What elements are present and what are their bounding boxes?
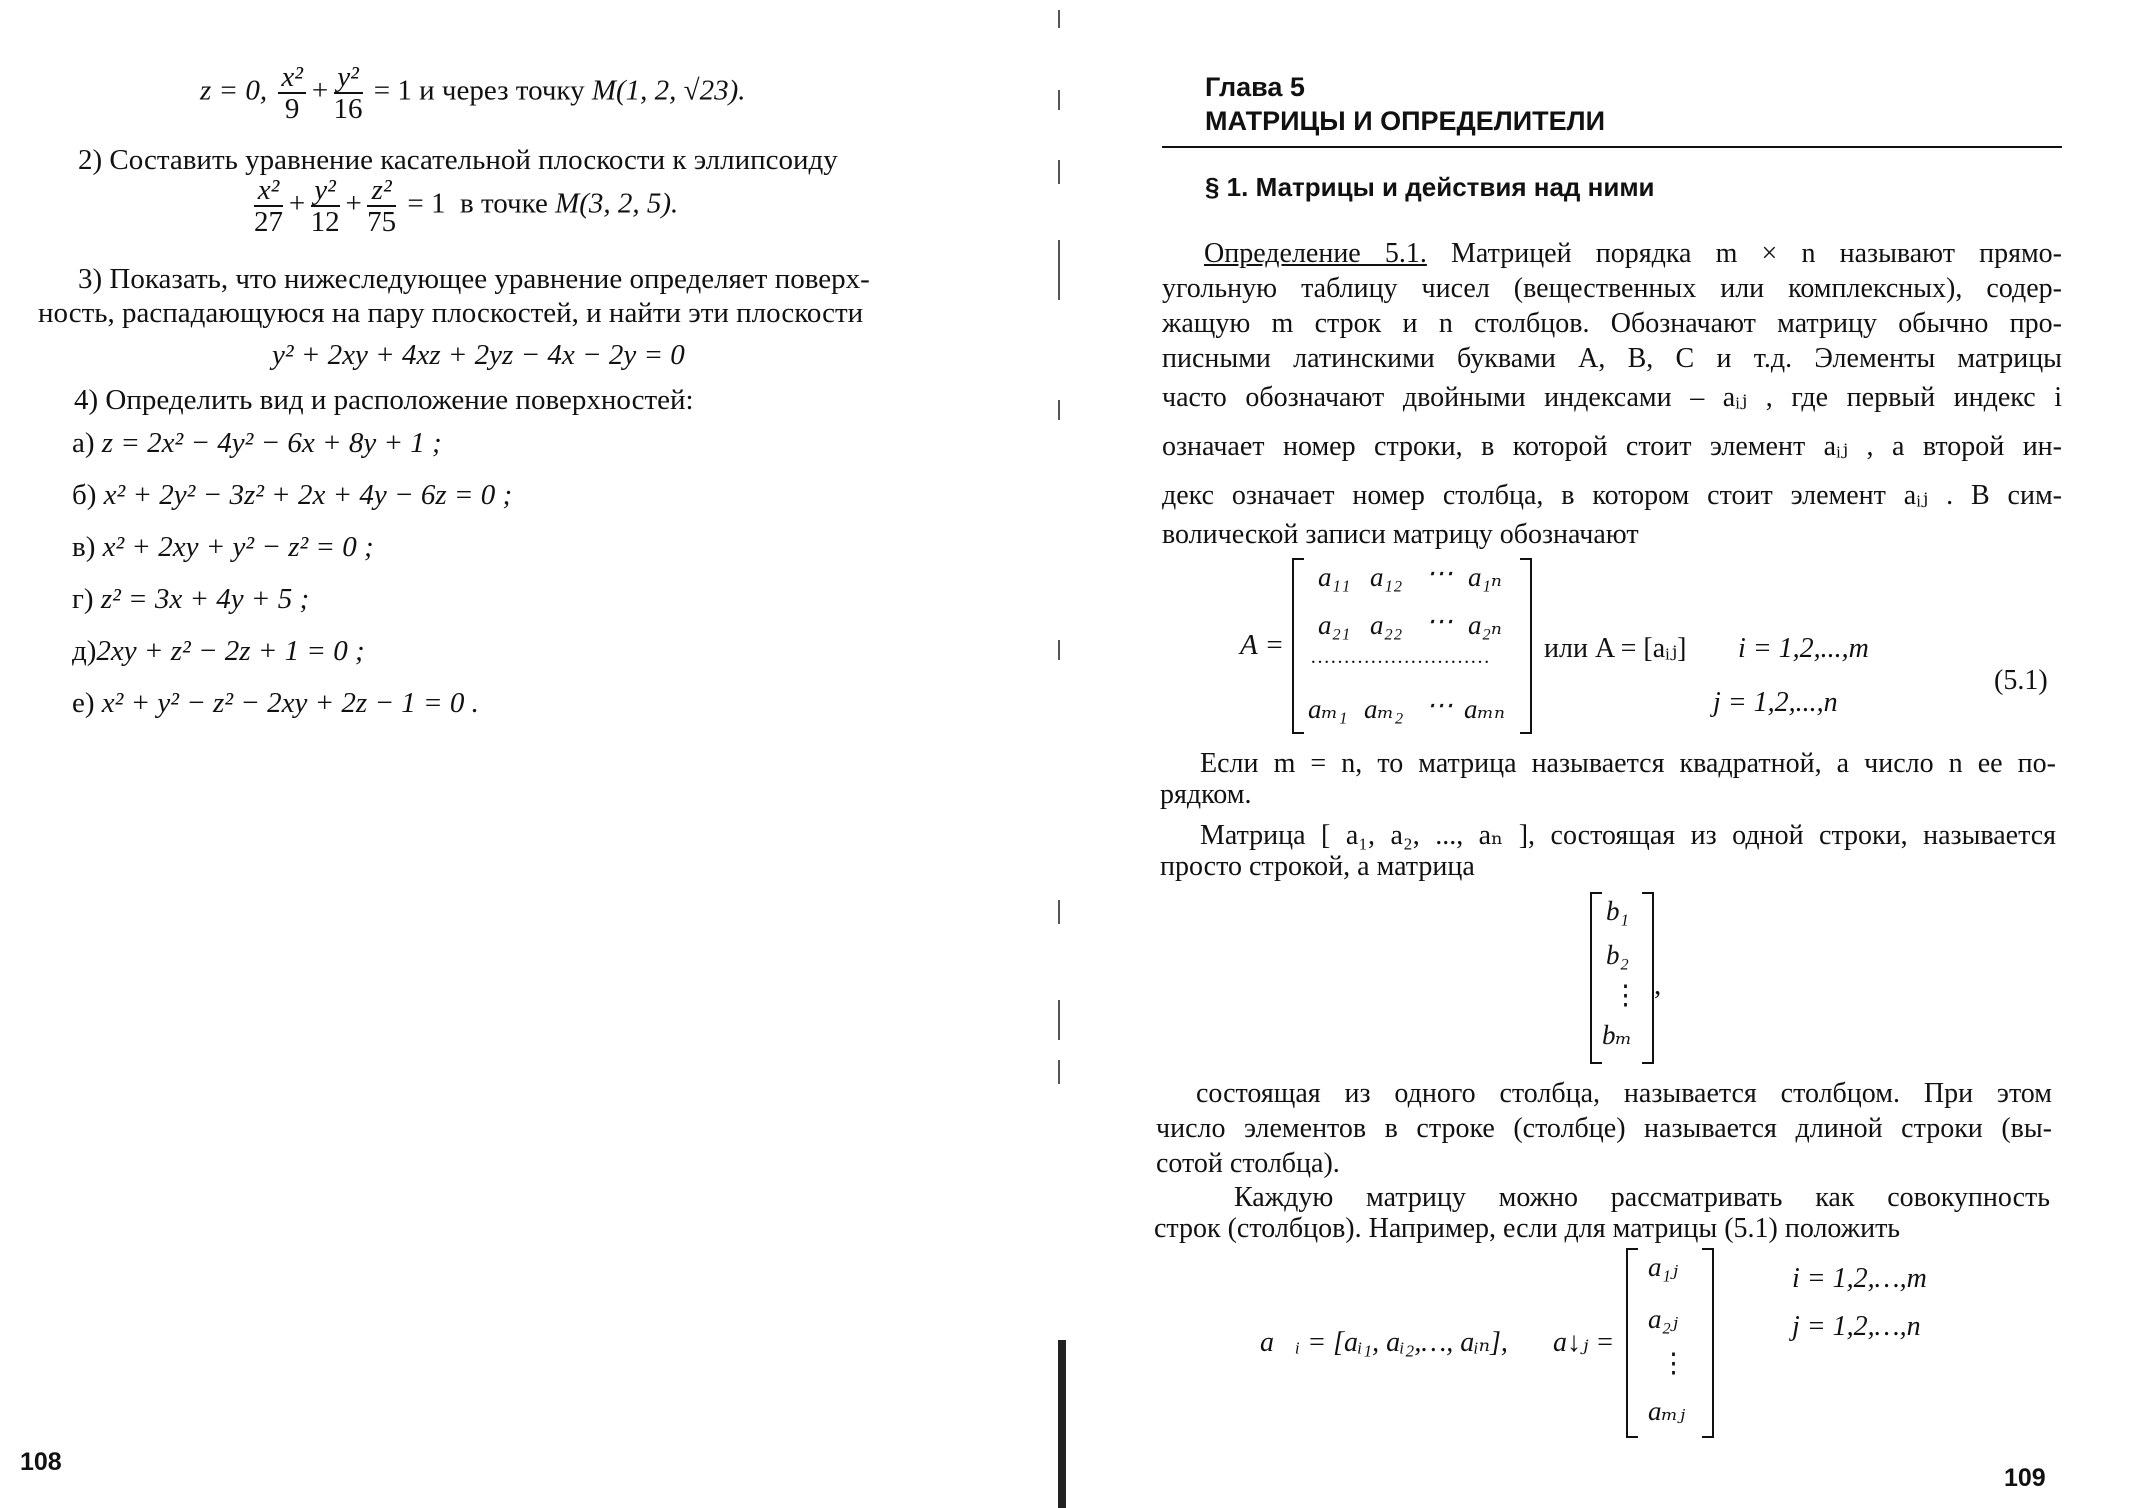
- list-item: [72, 686, 479, 720]
- gutter-mark: [1058, 900, 1060, 924]
- chapter-rule: [1162, 146, 2062, 148]
- chapter-title: МАТРИЦЫ И ОПРЕДЕЛИТЕЛИ: [1205, 106, 1605, 136]
- index-j2: j = 1,2,…,n: [1792, 1311, 1921, 1342]
- equation-number: (5.1): [1994, 665, 2048, 696]
- frac-num: x²: [254, 175, 283, 207]
- index-i: i = 1,2,...,m: [1738, 633, 1869, 664]
- matrix-cell: aₘ₂: [1364, 694, 1404, 724]
- frac-den: 75: [367, 206, 397, 238]
- matrix-alt: или A = [aᵢⱼ]: [1544, 633, 1687, 664]
- matrix-cell: a₂₂: [1370, 610, 1403, 640]
- item-expr: z² = 3x + 4y + 5 ;: [100, 583, 310, 615]
- item-expr: x² + y² − z² − 2xy + 2z − 1 = 0 .: [101, 687, 479, 719]
- vector-cell: a₁ⱼ: [1648, 1252, 1679, 1282]
- item-label: б): [72, 479, 97, 511]
- column-comma: ,: [1654, 969, 1662, 1001]
- definition-row: [1162, 236, 2062, 271]
- frac-num: z²: [367, 175, 396, 207]
- section-title: § 1. Матрицы и действия над ними: [1205, 172, 1655, 202]
- item-label: в): [72, 531, 96, 563]
- definition-5-1: [1162, 236, 2062, 552]
- vector-cell: ⋮: [1660, 1348, 1687, 1378]
- list-item: [72, 582, 309, 616]
- col-vector-lhs: a↓ⱼ =: [1553, 1327, 1615, 1358]
- gutter-mark: [1058, 240, 1060, 300]
- vector-cell: b₁: [1606, 896, 1629, 926]
- frac-den: 27: [254, 206, 283, 238]
- frac-x2-27: [254, 175, 283, 237]
- paragraph-row: Матрица [ a₁, a₂, ..., aₙ ], состоящая из одной строки, называется: [1200, 820, 2056, 851]
- matrix-dots: ………………………: [1310, 646, 1490, 668]
- paragraph-row: строк (столбцов). Например, если для матрицы (5.1) положить: [1154, 1213, 1901, 1244]
- paragraph-row: рядком.: [1160, 779, 1252, 810]
- matrix-cell: a₂₁: [1318, 610, 1351, 640]
- frac-num: y²: [311, 175, 340, 207]
- item-expr: 2xy + z² − 2z + 1 = 0 ;: [96, 635, 365, 667]
- task-3-line-1: 3) Показать, что нижеследующее уравнение определяет поверх-: [78, 263, 870, 295]
- definition-label: Определение 5.1.: [1204, 238, 1427, 269]
- definition-row: означает номер строки, в которой стоит элемент aᵢⱼ , а второй ин-: [1162, 431, 2062, 462]
- paragraph-row: Каждую матрицу можно рассматривать как совокупность: [1234, 1182, 2050, 1213]
- item-expr: x² + 2xy + y² − z² = 0 ;: [102, 531, 374, 563]
- paragraph-row: состоящая из одного столбца, называется столбцом. При этом: [1196, 1078, 2052, 1109]
- column-vector-aj: [1626, 1248, 1714, 1438]
- gutter-mark: [1058, 10, 1060, 28]
- gutter-mark: [1058, 160, 1060, 184]
- t2-eq: = 1: [407, 187, 446, 220]
- frac-num: x²: [278, 62, 306, 94]
- index-i2: i = 1,2,…,m: [1792, 1263, 1927, 1294]
- definition-row: жащую m строк и n столбцов. Обозначают матрицу обычно про-: [1162, 308, 2062, 339]
- page-number-right: 109: [2004, 1464, 2046, 1492]
- definition-row: часто обозначают двойными индексами – aᵢⱼ , где первый индекс i: [1162, 382, 2062, 413]
- list-item: [72, 530, 374, 564]
- definition-row: волической записи матрицу обозначают: [1162, 519, 1639, 550]
- vector-cell: aₘⱼ: [1648, 1396, 1686, 1426]
- matrix-cell: a₁₁: [1318, 562, 1351, 592]
- gutter-mark: [1058, 1000, 1060, 1040]
- item-expr: z = 2x² − 4y² − 6x + 8y + 1 ;: [101, 427, 442, 459]
- frac-num: y²: [334, 62, 363, 94]
- paragraph-row: Если m = n, то матрица называется квадратной, а число n ее по-: [1200, 748, 2056, 779]
- matrix-cell: aₘ₁: [1308, 694, 1348, 724]
- frac-den: 12: [310, 206, 340, 238]
- matrix-lhs: A =: [1240, 629, 1285, 661]
- list-item: [72, 478, 512, 512]
- column-paragraph: [1156, 1076, 2052, 1181]
- frac-z2-75: [367, 175, 396, 237]
- vector-cell: bₘ: [1602, 1020, 1633, 1050]
- left-page: [0, 0, 1060, 1508]
- rows-columns-paragraph: [1154, 1180, 2050, 1246]
- vector-cell: a₂ⱼ: [1648, 1304, 1679, 1334]
- task-3-line-2: ность, распадающуюся на пару плоскостей, и найти эти плоскости: [38, 297, 864, 329]
- index-j: j = 1,2,...,n: [1713, 687, 1838, 718]
- list-item: [72, 634, 365, 668]
- page-number-left: 108: [20, 1448, 62, 1476]
- definition-row: угольную таблицу чисел (вещественных или комплексных), содер-: [1162, 273, 2062, 304]
- paragraph-row: просто строкой, а матрица: [1160, 851, 1475, 882]
- task-2: 2) Составить уравнение касательной плоскости к эллипсоиду: [78, 144, 838, 176]
- square-matrix-paragraph: [1160, 746, 2056, 812]
- frac-den: 16: [333, 93, 363, 125]
- column-vector-b: [1590, 892, 1654, 1064]
- frac-x2-9: [278, 62, 306, 124]
- gutter-shadow: [1058, 1340, 1066, 1508]
- item-label: а): [72, 427, 95, 459]
- matrix-cell: a₁₂: [1370, 562, 1403, 592]
- chapter-label: Глава 5: [1205, 72, 1305, 102]
- gutter-mark: [1058, 1060, 1060, 1084]
- task-4: 4) Определить вид и расположение поверхностей:: [74, 384, 694, 416]
- row-vector-expr: a⃗ᵢ = [aᵢ₁, aᵢ₂,…, aᵢₙ],: [1260, 1327, 1508, 1358]
- matrix-cell: a₂ₙ: [1468, 610, 1502, 640]
- cond-prefix: z = 0,: [200, 74, 275, 107]
- matrix-cell: ⋯: [1426, 606, 1453, 636]
- matrix-cell: ⋯: [1426, 690, 1453, 720]
- ellipsoid-equation: $\frac{\text{x²}}{27}$ + $\frac{\text{y²}}{12}$ + $\frac{\text{z²}}{75}$ = 1 в точке M(3, 2, 5).: [254, 174, 679, 238]
- gutter-mark: [1058, 400, 1060, 420]
- matrix-A: [1292, 558, 1532, 734]
- cond-eq: = 1: [373, 74, 412, 107]
- paragraph-row: число элементов в строке (столбце) называется длиной строки (вы-: [1156, 1113, 2052, 1144]
- gutter-mark: [1058, 90, 1060, 110]
- t2-point-text: в точке: [460, 187, 548, 220]
- row-matrix-paragraph: [1160, 818, 2056, 884]
- t2-point: M(3, 2, 5).: [555, 187, 679, 220]
- ellipse-condition: z = 0, $\frac{\text{x²}}{9}$ + $\frac{\text{y²}}{16}$ = 1 и через точку M(1, 2, √23).: [200, 61, 746, 125]
- vector-cell: b₂: [1606, 940, 1629, 970]
- matrix-cell: aₘₙ: [1464, 694, 1506, 724]
- paragraph-row: сотой столбца).: [1156, 1148, 1340, 1179]
- cond-point: M(1, 2, √23).: [591, 74, 746, 107]
- definition-row: писными латинскими буквами A, B, C и т.д. Элементы матрицы: [1162, 343, 2062, 374]
- gutter-mark: [1058, 640, 1060, 660]
- book-gutter: [1058, 0, 1088, 1508]
- frac-den: 9: [284, 93, 300, 125]
- definition-text: Матрицей порядка m × n называют прямо-: [1426, 238, 2063, 269]
- matrix-cell: ⋯: [1426, 558, 1453, 588]
- item-expr: x² + 2y² − 3z² + 2x + 4y − 6z = 0 ;: [103, 479, 513, 511]
- item-label: д): [72, 635, 97, 667]
- list-item: [72, 426, 442, 460]
- frac-y2-16: [334, 62, 363, 124]
- item-label: е): [72, 687, 95, 719]
- frac-y2-12: [311, 175, 340, 237]
- cond-text: и через точку: [419, 74, 585, 107]
- matrix-cell: a₁ₙ: [1468, 562, 1502, 592]
- vector-cell: ⋮: [1612, 980, 1639, 1010]
- definition-row: декс означает номер столбца, в котором стоит элемент aᵢⱼ . В сим-: [1162, 480, 2062, 511]
- item-label: г): [72, 583, 94, 615]
- task-3-equation: y² + 2xy + 4xz + 2yz − 4x − 2y = 0: [272, 339, 685, 371]
